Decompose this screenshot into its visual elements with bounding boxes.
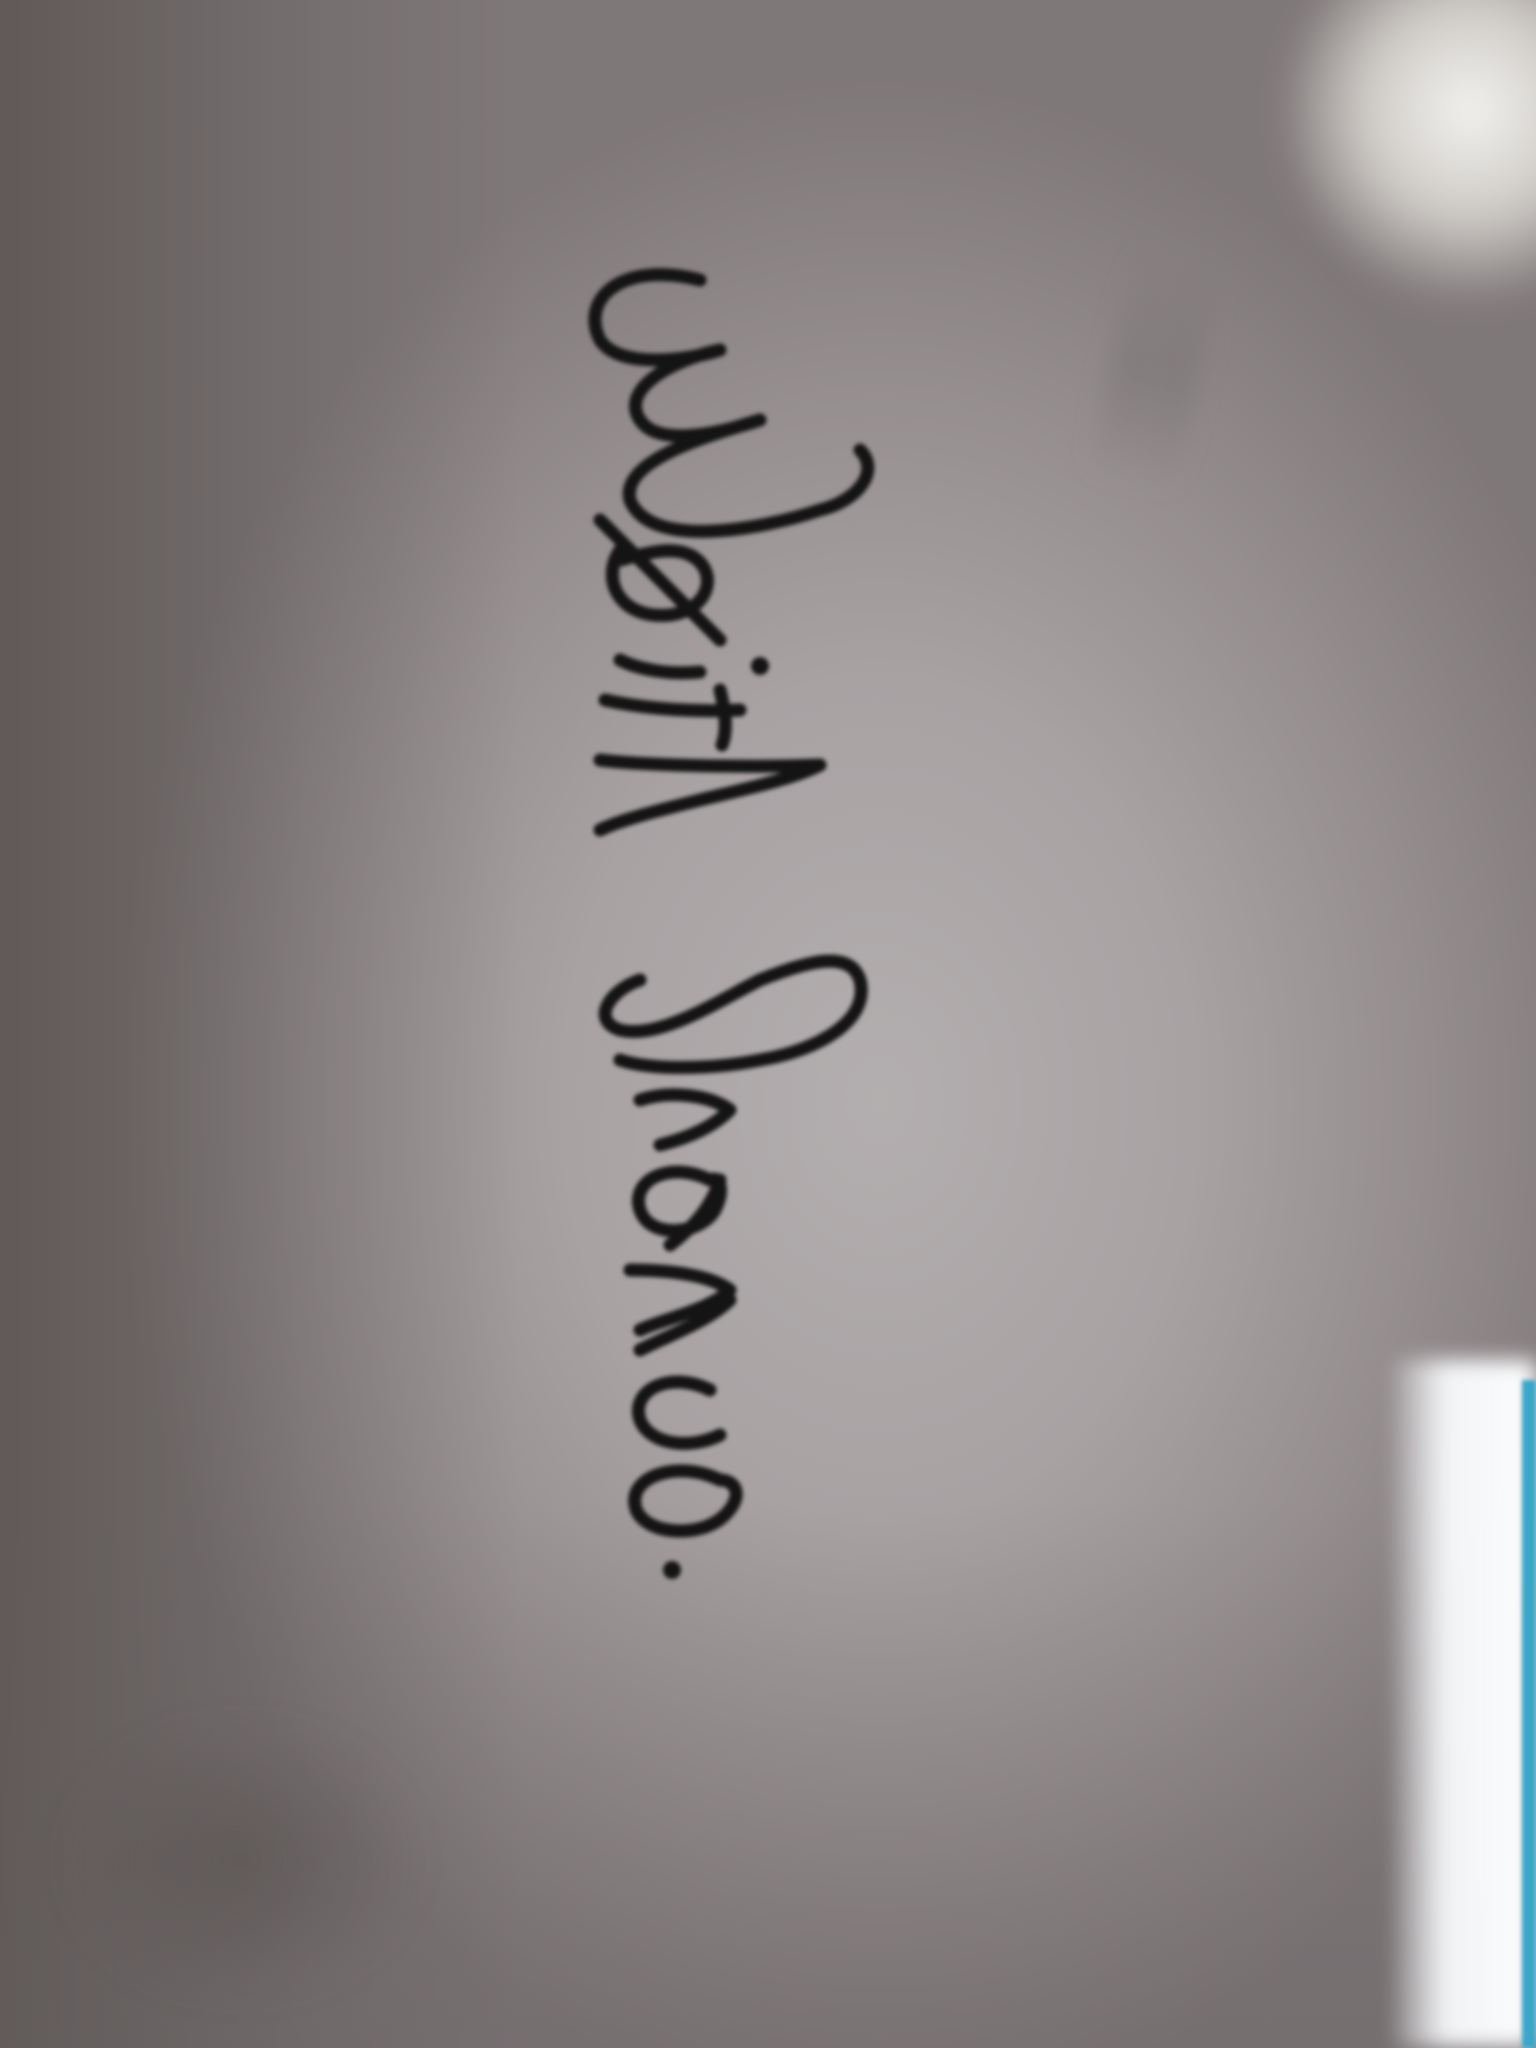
signature-letter-n [630, 1270, 730, 1350]
light-glare-top [1290, 0, 1536, 300]
handwritten-signature [560, 220, 940, 1720]
signature-letter-d [600, 520, 720, 640]
signature-period [663, 1561, 681, 1579]
shadow-smudge [60, 1720, 420, 2000]
light-glare-right [1395, 1360, 1536, 2048]
signature-letter-e-capital [595, 275, 868, 532]
signature-letter-i [620, 660, 700, 673]
signature-i-dot [751, 657, 769, 675]
signature-letter-h [600, 760, 820, 830]
blue-object-edge [1522, 1380, 1536, 2048]
signature-letter-a [638, 1172, 720, 1245]
signature-letter-f [605, 961, 861, 1067]
faint-pencil-mark [1086, 243, 1224, 496]
signature-letter-r [640, 1095, 730, 1145]
signature-drawing [560, 220, 940, 1720]
signature-letter-c [638, 1382, 720, 1443]
signature-letter-t [605, 690, 740, 745]
signature-letter-o [635, 1471, 737, 1531]
